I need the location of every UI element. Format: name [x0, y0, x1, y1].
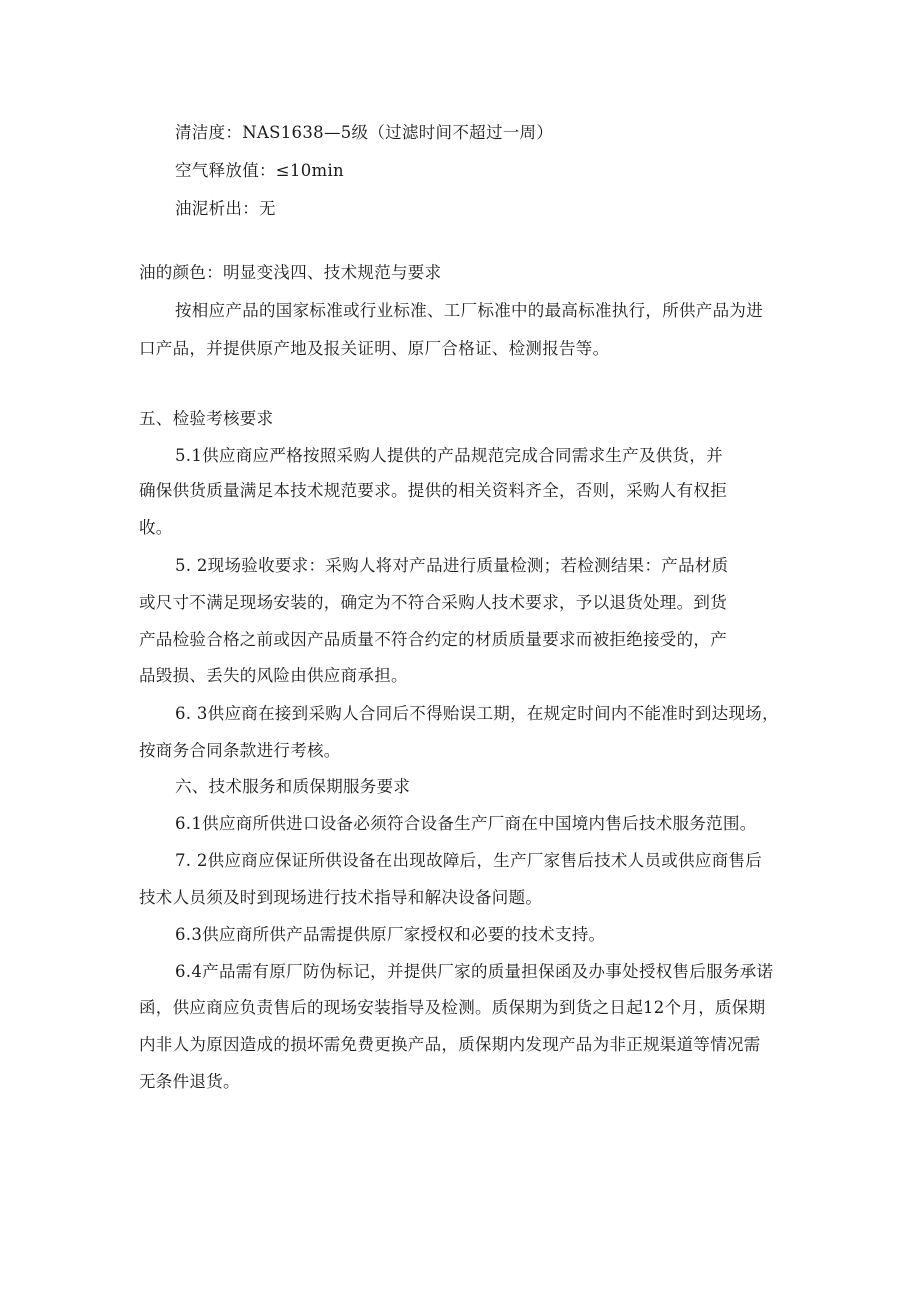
section6-item3: 6.3供应商所供产品需提供原厂家授权和必要的技术支持。: [175, 925, 606, 944]
section5-item1-line-2: 确保供货质量满足本技术规范要求。提供的相关资料齐全，否则，采购人有权拒: [139, 481, 727, 500]
section6-item4-line-2: 函，供应商应负责售后的现场安装指导及检测。质保期为到货之日起12个月，质保期: [139, 998, 766, 1017]
section4-paragraph-line-1: 按相应产品的国家标准或行业标准、工厂标准中的最高标准执行，所供产品为进: [175, 301, 763, 320]
section5-item2-line-1: 5. 2现场验收要求：采购人将对产品进行质量检测；若检测结果：产品材质: [175, 556, 729, 575]
section6-item2-line-1: 7. 2供应商应保证所供设备在出现故障后，生产厂家售后技术人员或供应商售后: [175, 851, 763, 870]
section6-title: 六、技术服务和质保期服务要求: [175, 777, 411, 796]
section6-item2-line-2: 技术人员须及时到现场进行技术指导和解决设备问题。: [139, 888, 543, 907]
spec-cleanliness: 清洁度：NAS1638—5级（过滤时间不超过一周）: [175, 123, 554, 142]
section5-item3-line-2: 按商务合同条款进行考核。: [139, 741, 341, 760]
section5-item2-line-4: 品毁损、丢失的风险由供应商承担。: [139, 666, 408, 685]
section6-item4-line-4: 无条件退货。: [139, 1072, 240, 1091]
section5-item1-line-1: 5.1供应商应严格按照采购人提供的产品规范完成合同需求生产及供货，并: [175, 446, 723, 465]
section6-item4-line-3: 内非人为原因造成的损坏需免费更换产品，质保期内发现产品为非正规渠道等情况需: [139, 1035, 761, 1054]
section5-title: 五、检验考核要求: [139, 409, 274, 428]
section5-item2-line-3: 产品检验合格之前或因产品质量不符合约定的材质质量要求而被拒绝接受的，产: [139, 630, 727, 649]
spec-sludge: 油泥析出：无: [175, 199, 276, 218]
section6-item4-line-1: 6.4产品需有原厂防伪标记，并提供厂家的质量担保函及办事处授权售后服务承诺: [175, 962, 774, 981]
section5-item1-line-3: 收。: [139, 518, 173, 537]
section6-item1: 6.1供应商所供进口设备必须符合设备生产厂商在中国境内售后技术服务范围。: [175, 814, 757, 833]
section4-heading-line: 油的颜色：明显变浅四、技术规范与要求: [139, 263, 442, 282]
spec-air-release: 空气释放值：≤10min: [175, 161, 344, 180]
section4-paragraph-line-2: 口产品，并提供原产地及报关证明、原厂合格证、检测报告等。: [139, 339, 610, 358]
section5-item2-line-2: 或尺寸不满足现场安装的，确定为不符合采购人技术要求，予以退货处理。到货: [139, 593, 727, 612]
section5-item3-line-1: 6. 3供应商在接到采购人合同后不得贻误工期，在规定时间内不能准时到达现场，: [175, 704, 779, 723]
